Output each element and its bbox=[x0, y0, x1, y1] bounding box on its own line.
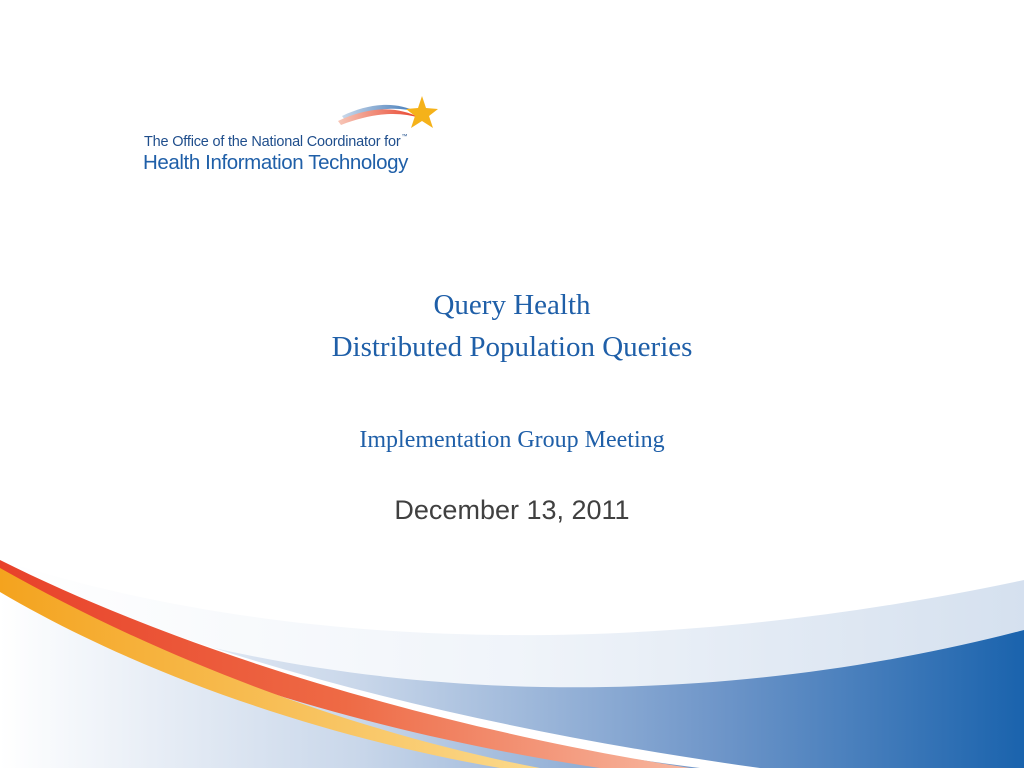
logo-line-1-text: The Office of the National Coordinator for bbox=[144, 134, 401, 150]
decorative-wave bbox=[0, 520, 1024, 768]
title-line-2: Distributed Population Queries bbox=[331, 331, 693, 363]
onc-logo bbox=[142, 94, 442, 184]
title-line-1: Query Health bbox=[433, 289, 591, 321]
logo-trademark: ™ bbox=[401, 134, 408, 140]
slide-title bbox=[0, 284, 1024, 368]
logo-line-2: Health Information Technology bbox=[143, 151, 408, 174]
logo-line-1 bbox=[144, 134, 407, 150]
slide-date: December 13, 2011 bbox=[394, 495, 630, 525]
slide-subtitle: Implementation Group Meeting bbox=[359, 427, 665, 453]
